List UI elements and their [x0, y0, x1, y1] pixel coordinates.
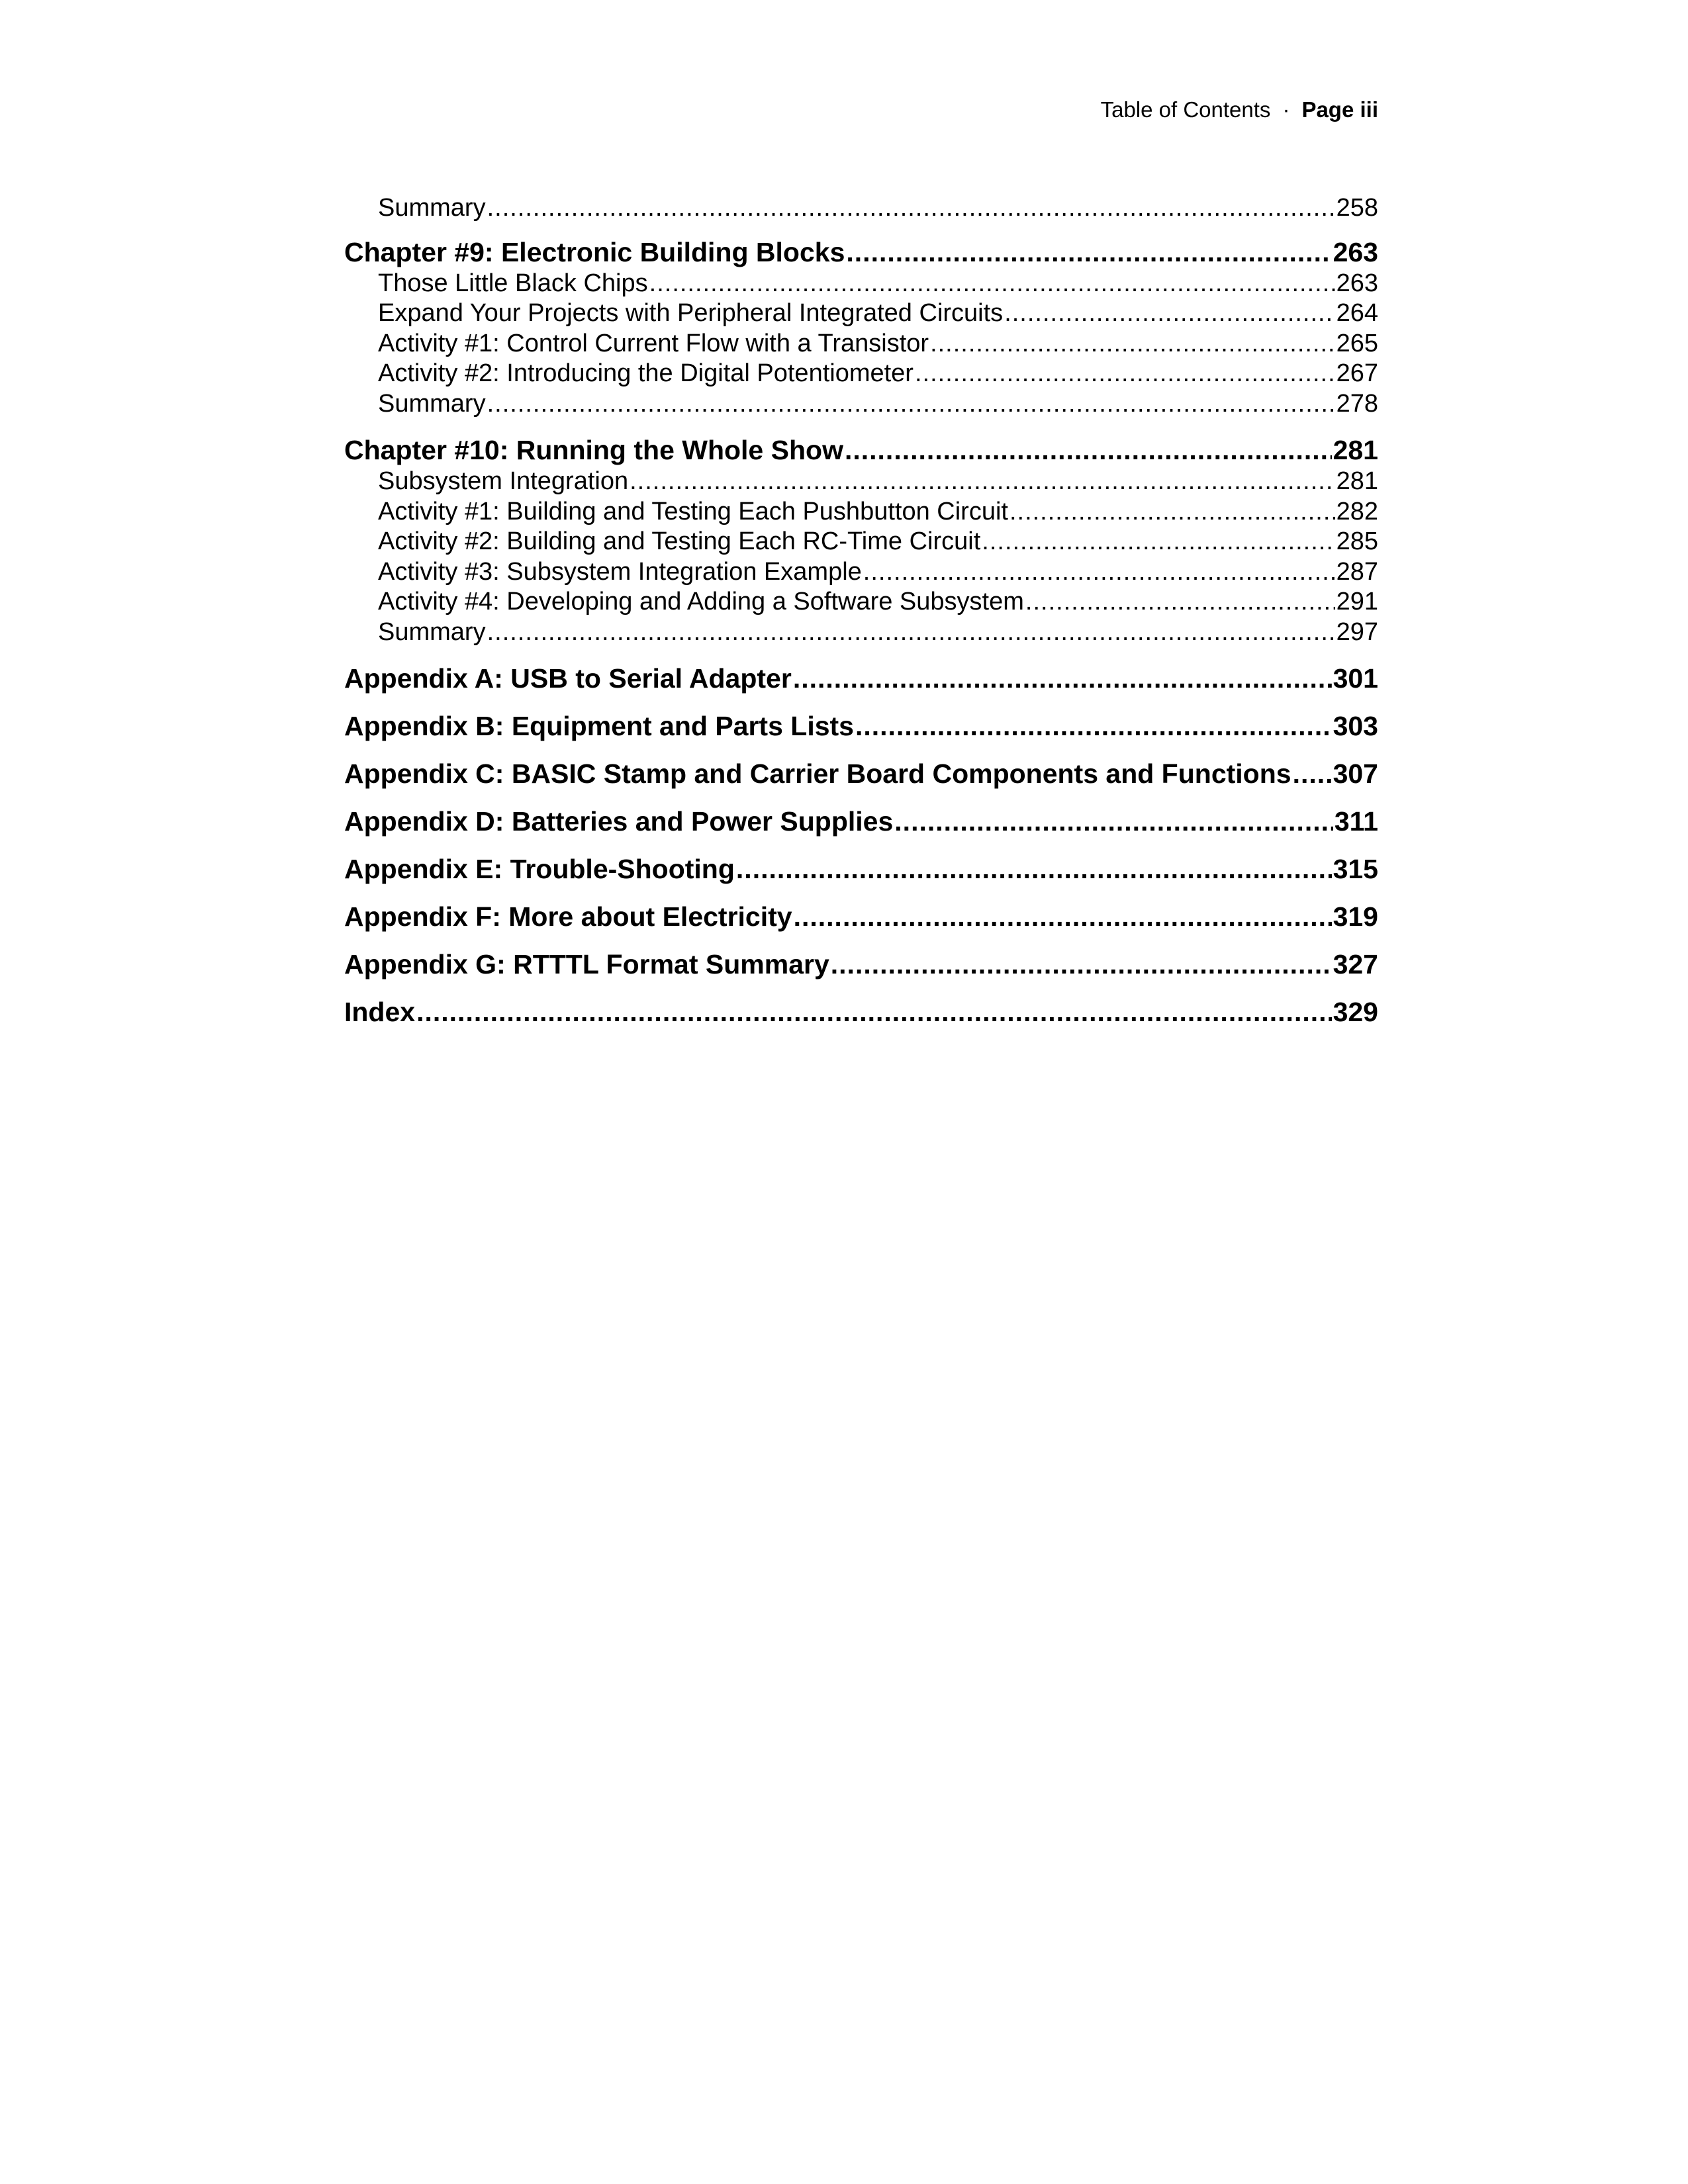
- toc-section-entry[interactable]: [344, 298, 1378, 329]
- toc-entry-title: Summary: [378, 389, 486, 418]
- dot-leader: [630, 467, 1335, 497]
- toc-entry-title: Summary: [378, 617, 486, 646]
- dot-leader: [487, 617, 1335, 648]
- toc-chapter-title: Chapter #10: Running the Whole Show: [344, 435, 843, 465]
- toc-index-title: Index: [344, 997, 416, 1027]
- toc-appendix-page: 303: [1333, 711, 1378, 741]
- toc-section-entry[interactable]: [344, 617, 1378, 648]
- toc-entry-page: 267: [1336, 359, 1378, 387]
- toc-chapter-page: 281: [1333, 435, 1378, 465]
- dot-leader: [982, 527, 1335, 557]
- toc-appendix-page: 319: [1333, 901, 1378, 932]
- toc-entry-page: 285: [1336, 527, 1378, 555]
- dot-leader: [930, 329, 1335, 359]
- dot-leader: [1004, 298, 1335, 329]
- running-header: [344, 97, 1378, 123]
- toc-appendix-title: Appendix E: Trouble-Shooting: [344, 854, 735, 884]
- dot-leader: [649, 269, 1335, 299]
- toc-entry-page: 278: [1336, 389, 1378, 418]
- table-of-contents: [344, 193, 1378, 1028]
- toc-entry-page: 291: [1336, 588, 1378, 615]
- toc-section-entry[interactable]: [344, 389, 1378, 420]
- toc-entry-page: 258: [1336, 194, 1378, 222]
- toc-entry-title: Activity #2: Introducing the Digital Potentiometer: [378, 359, 914, 387]
- toc-entry-page: 287: [1336, 557, 1378, 586]
- header-separator: ·: [1282, 97, 1290, 122]
- toc-entry-title: Subsystem Integration: [378, 467, 629, 495]
- toc-chapter-title: Chapter #9: Electronic Building Blocks: [344, 236, 845, 267]
- toc-entry-page: 264: [1336, 299, 1378, 327]
- dot-leader: [416, 995, 1331, 1028]
- toc-section-entry[interactable]: [344, 329, 1378, 359]
- dot-leader: [846, 236, 1331, 269]
- dot-leader: [831, 948, 1332, 981]
- toc-entry-title: Expand Your Projects with Peripheral Integrated Circuits: [378, 299, 1004, 327]
- dot-leader: [736, 852, 1332, 886]
- dot-leader: [794, 900, 1332, 933]
- dot-leader: [894, 805, 1333, 838]
- toc-index-entry[interactable]: [344, 995, 1378, 1028]
- toc-section-entry[interactable]: [344, 557, 1378, 588]
- toc-section-entry[interactable]: [344, 527, 1378, 557]
- dot-leader: [1025, 587, 1335, 617]
- toc-section-entry[interactable]: [344, 359, 1378, 389]
- toc-appendix-entry[interactable]: [344, 948, 1378, 981]
- toc-entry-title: Activity #1: Building and Testing Each Pushbutton Circuit: [378, 497, 1008, 525]
- dot-leader: [1293, 757, 1332, 790]
- toc-appendix-entry[interactable]: [344, 757, 1378, 790]
- toc-entry-title: Summary: [378, 194, 486, 222]
- toc-entry-title: Those Little Black Chips: [378, 269, 648, 297]
- dot-leader: [863, 557, 1335, 588]
- toc-entry-title: Activity #2: Building and Testing Each RC-Time Circuit: [378, 527, 981, 555]
- toc-appendix-title: Appendix D: Batteries and Power Supplies: [344, 806, 894, 837]
- toc-appendix-entry[interactable]: [344, 805, 1378, 838]
- toc-appendix-page: 327: [1333, 949, 1378, 979]
- toc-appendix-page: 301: [1333, 663, 1378, 694]
- toc-entry-page: 297: [1336, 617, 1378, 646]
- toc-chapter-entry[interactable]: [344, 433, 1378, 467]
- toc-entry-title: Activity #4: Developing and Adding a Software Subsystem: [378, 588, 1024, 615]
- toc-appendix-entry[interactable]: [344, 709, 1378, 743]
- toc-entry-title: Activity #1: Control Current Flow with a Transistor: [378, 329, 929, 357]
- dot-leader: [487, 389, 1335, 420]
- toc-appendix-page: 311: [1334, 806, 1378, 837]
- header-page-number: Page iii: [1301, 97, 1378, 122]
- toc-entry-page: 281: [1336, 467, 1378, 495]
- toc-index-page: 329: [1333, 997, 1378, 1027]
- toc-chapter-entry[interactable]: [344, 236, 1378, 269]
- toc-chapter-page: 263: [1333, 236, 1378, 267]
- toc-section-entry[interactable]: [344, 467, 1378, 497]
- toc-section-entry[interactable]: [344, 269, 1378, 299]
- toc-entry-title: Activity #3: Subsystem Integration Example: [378, 557, 862, 586]
- toc-appendix-page: 307: [1333, 758, 1378, 789]
- toc-section-entry[interactable]: [344, 587, 1378, 617]
- dot-leader: [845, 433, 1332, 467]
- toc-appendix-title: Appendix G: RTTTL Format Summary: [344, 949, 829, 979]
- toc-entry-page: 282: [1336, 497, 1378, 525]
- dot-leader: [793, 662, 1332, 695]
- toc-appendix-entry[interactable]: [344, 900, 1378, 933]
- header-section-title: Table of Contents: [1100, 97, 1271, 122]
- toc-appendix-entry[interactable]: [344, 662, 1378, 695]
- toc-appendix-title: Appendix F: More about Electricity: [344, 901, 792, 932]
- toc-section-entry[interactable]: [344, 497, 1378, 527]
- dot-leader: [915, 359, 1335, 389]
- dot-leader: [1009, 497, 1335, 527]
- toc-entry-page: 263: [1336, 269, 1378, 297]
- toc-appendix-title: Appendix B: Equipment and Parts Lists: [344, 711, 854, 741]
- toc-appendix-entry[interactable]: [344, 852, 1378, 886]
- toc-section-entry[interactable]: [344, 193, 1378, 224]
- toc-appendix-page: 315: [1333, 854, 1378, 884]
- toc-entry-page: 265: [1336, 329, 1378, 357]
- toc-appendix-title: Appendix C: BASIC Stamp and Carrier Board Components and Functions: [344, 758, 1291, 789]
- dot-leader: [487, 193, 1335, 224]
- dot-leader: [855, 709, 1332, 743]
- toc-appendix-title: Appendix A: USB to Serial Adapter: [344, 663, 792, 694]
